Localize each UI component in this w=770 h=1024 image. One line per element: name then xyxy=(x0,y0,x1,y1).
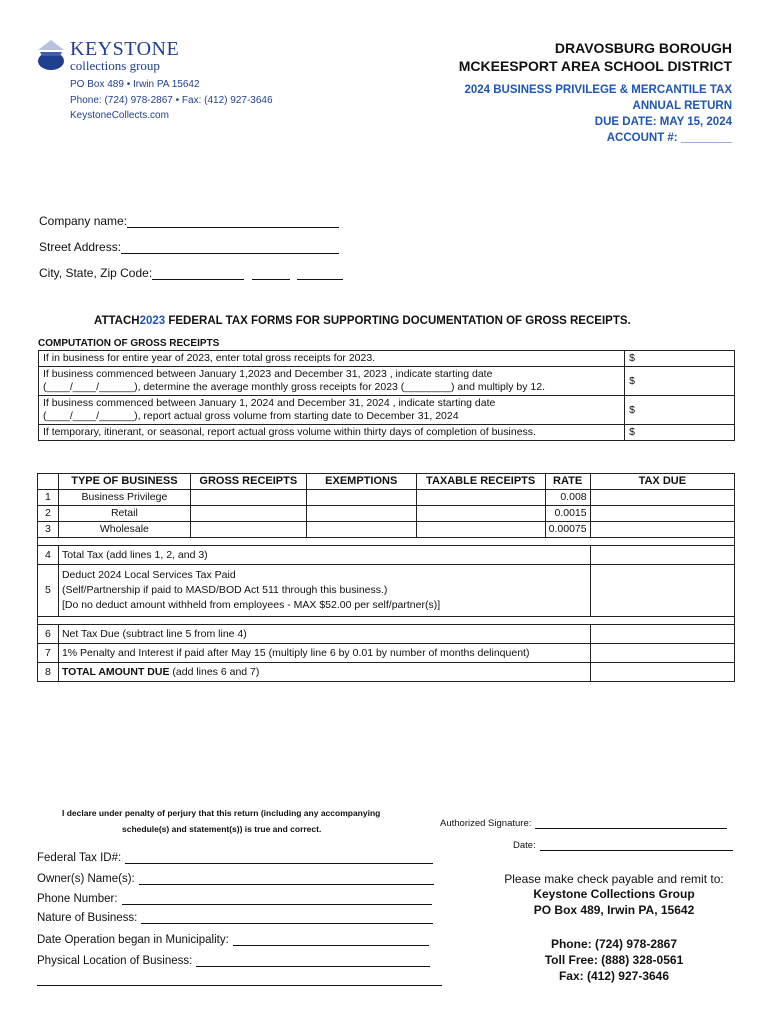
header-annual-return: ANNUAL RETURN xyxy=(632,100,732,112)
header-taxable: TAXABLE RECEIPTS xyxy=(416,474,545,490)
line-6 xyxy=(38,625,735,644)
line-text: Net Tax Due (subtract line 5 from line 4) xyxy=(58,625,590,644)
phone-label: Phone Number: xyxy=(37,893,118,905)
street-address-field[interactable] xyxy=(39,240,339,254)
row-type: Business Privilege xyxy=(58,490,190,506)
taxable-cell[interactable] xyxy=(416,506,545,522)
brand-website: KeystoneCollects.com xyxy=(70,110,169,121)
computation-title: COMPUTATION OF GROSS RECEIPTS xyxy=(38,338,220,349)
line-num: 8 xyxy=(38,663,59,682)
city-state-zip-field[interactable] xyxy=(39,266,343,280)
attach-instruction xyxy=(94,315,631,327)
declaration-line1: I declare under penalty of perjury that this return (including any accompanying xyxy=(62,808,381,818)
remit-block xyxy=(480,872,748,983)
line-8 xyxy=(38,663,735,682)
taxable-cell[interactable] xyxy=(416,490,545,506)
line-5 xyxy=(38,565,735,617)
computation-amount[interactable]: $ xyxy=(625,367,735,396)
rate-cell: 0.0015 xyxy=(545,506,590,522)
row-type: Retail xyxy=(58,506,190,522)
date-label: Date: xyxy=(513,840,536,851)
owners-label: Owner(s) Name(s): xyxy=(37,873,135,885)
header-exemptions: EXEMPTIONS xyxy=(306,474,416,490)
nature-label: Nature of Business: xyxy=(37,912,138,924)
header-account: ACCOUNT #: ________ xyxy=(606,132,732,144)
computation-row xyxy=(39,425,735,441)
line-text: Deduct 2024 Local Services Tax Paid (Self/Partnership if paid to MASD/BOD Act 511 through this business.) [Do no deduct amount withheld from employees - MAX $52.00 per self/partner(s)] xyxy=(58,565,590,617)
nature-field[interactable] xyxy=(37,911,433,924)
header-tax-due: TAX DUE xyxy=(590,474,734,490)
computation-text: If business commenced between January 1, 2024 and December 31, 2024 , indicate starting date (____/____/______), report actual gross volume from starting date to December 31, 2024 xyxy=(39,396,625,425)
tax-due-cell[interactable] xyxy=(590,522,734,538)
brand-name: KEYSTONE xyxy=(70,38,180,60)
line-num: 4 xyxy=(38,546,59,565)
brand-phone-fax: Phone: (724) 978-2867 • Fax: (412) 927-3646 xyxy=(70,95,273,106)
line-4 xyxy=(38,546,735,565)
line-num: 5 xyxy=(38,565,59,617)
computation-row xyxy=(39,367,735,396)
line-7-amount[interactable] xyxy=(590,644,734,663)
brand-tagline: collections group xyxy=(70,58,160,73)
line-7 xyxy=(38,644,735,663)
tax-due-cell[interactable] xyxy=(590,490,734,506)
keystone-emblem-icon xyxy=(36,38,66,72)
federal-tax-id-label: Federal Tax ID#: xyxy=(37,852,122,864)
tax-due-cell[interactable] xyxy=(590,506,734,522)
computation-text: If business commenced between January 1,2023 and December 31, 2023 , indicate starting date (____/____/______), determine the average monthly gross receipts for 2023 (________) and multiply by 12. xyxy=(39,367,625,396)
spacer-row xyxy=(38,538,735,546)
line-6-amount[interactable] xyxy=(590,625,734,644)
header-type: TYPE OF BUSINESS xyxy=(58,474,190,490)
gross-cell[interactable] xyxy=(190,490,306,506)
attach-prefix: ATTACH xyxy=(94,315,140,327)
header-borough: DRAVOSBURG BOROUGH xyxy=(554,40,732,56)
line-text: TOTAL AMOUNT DUE (add lines 6 and 7) xyxy=(58,663,590,682)
phone-field[interactable] xyxy=(37,892,432,905)
remit-tollfree: Toll Free: (888) 328-0561 xyxy=(544,953,684,967)
line-num: 7 xyxy=(38,644,59,663)
location-field[interactable] xyxy=(37,954,430,967)
computation-row xyxy=(39,351,735,367)
rate-cell: 0.008 xyxy=(545,490,590,506)
gross-cell[interactable] xyxy=(190,522,306,538)
rate-cell: 0.00075 xyxy=(545,522,590,538)
row-num: 1 xyxy=(38,490,59,506)
header-gross: GROSS RECEIPTS xyxy=(190,474,306,490)
line-4-amount[interactable] xyxy=(590,546,734,565)
remit-address: PO Box 489, Irwin PA, 15642 xyxy=(533,903,695,917)
keystone-logo xyxy=(36,38,216,74)
declaration-line2: schedule(s) and statement(s)) is true and correct. xyxy=(122,824,322,834)
street-address-label: Street Address: xyxy=(39,240,122,254)
tax-row xyxy=(38,522,735,538)
tax-table xyxy=(37,473,735,682)
computation-amount[interactable]: $ xyxy=(625,351,735,367)
spacer-row xyxy=(38,617,735,625)
exemptions-cell[interactable] xyxy=(306,490,416,506)
tax-row xyxy=(38,506,735,522)
tax-row xyxy=(38,490,735,506)
attach-year: 2023 xyxy=(139,315,166,327)
exemptions-cell[interactable] xyxy=(306,506,416,522)
remit-name: Keystone Collections Group xyxy=(533,887,695,901)
date-began-label: Date Operation began in Municipality: xyxy=(37,934,229,946)
row-type: Wholesale xyxy=(58,522,190,538)
owners-field[interactable] xyxy=(37,872,434,885)
tax-table-header xyxy=(38,474,735,490)
line-num: 6 xyxy=(38,625,59,644)
signature-field[interactable] xyxy=(440,818,727,829)
row-num: 2 xyxy=(38,506,59,522)
header-due-date: DUE DATE: MAY 15, 2024 xyxy=(594,116,732,128)
city-state-zip-label: City, State, Zip Code: xyxy=(39,266,153,280)
line-8-amount[interactable] xyxy=(590,663,734,682)
exemptions-cell[interactable] xyxy=(306,522,416,538)
company-name-field[interactable] xyxy=(39,214,339,228)
computation-amount[interactable]: $ xyxy=(625,425,735,441)
brand-address: PO Box 489 • Irwin PA 15642 xyxy=(70,79,200,90)
remit-fax: Fax: (412) 927-3646 xyxy=(558,969,670,983)
location-extra-line[interactable] xyxy=(37,985,442,986)
date-began-field[interactable] xyxy=(37,933,429,946)
computation-amount[interactable]: $ xyxy=(625,396,735,425)
taxable-cell[interactable] xyxy=(416,522,545,538)
line-5-amount[interactable] xyxy=(590,565,734,617)
remit-intro: Please make check payable and remit to: xyxy=(504,872,724,886)
header-tax-title: 2024 BUSINESS PRIVILEGE & MERCANTILE TAX xyxy=(464,84,732,96)
row-num: 3 xyxy=(38,522,59,538)
computation-row xyxy=(39,396,735,425)
line-text: Total Tax (add lines 1, 2, and 3) xyxy=(58,546,590,565)
computation-table xyxy=(38,350,735,441)
signature-label: Authorized Signature: xyxy=(440,818,532,829)
location-label: Physical Location of Business: xyxy=(37,955,193,967)
gross-cell[interactable] xyxy=(190,506,306,522)
attach-suffix: FEDERAL TAX FORMS FOR SUPPORTING DOCUMENTATION OF GROSS RECEIPTS. xyxy=(165,315,631,327)
company-name-label: Company name: xyxy=(39,214,128,228)
header-rate: RATE xyxy=(545,474,590,490)
date-field[interactable] xyxy=(513,840,733,851)
computation-text: If in business for entire year of 2023, enter total gross receipts for 2023. xyxy=(39,351,625,367)
header-district: MCKEESPORT AREA SCHOOL DISTRICT xyxy=(458,58,732,74)
computation-text: If temporary, itinerant, or seasonal, report actual gross volume within thirty days of completion of business. xyxy=(39,425,625,441)
remit-phone: Phone: (724) 978-2867 xyxy=(550,937,678,951)
federal-tax-id-field[interactable] xyxy=(37,851,433,864)
line-text: 1% Penalty and Interest if paid after May 15 (multiply line 6 by 0.01 by number of months delinquent) xyxy=(58,644,590,663)
